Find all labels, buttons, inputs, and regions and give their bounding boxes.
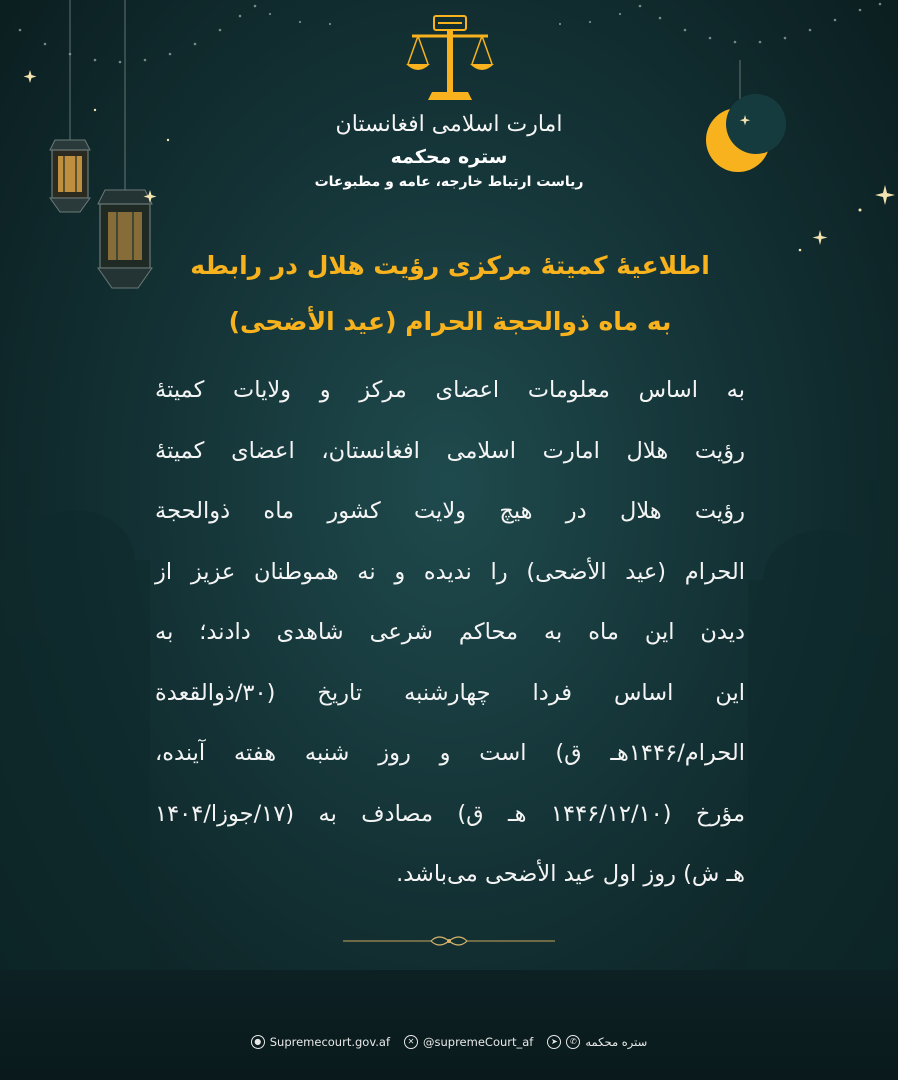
title-line: به ماه ذوالحجة الحرام (عید الأضحی) — [228, 307, 672, 336]
globe-icon: ● — [251, 1035, 265, 1049]
footer-band — [0, 970, 898, 1080]
crescent-moon-icon — [706, 94, 786, 172]
x-handle-text: @supremeCourt_af — [423, 1035, 534, 1049]
scales-of-justice-icon — [404, 14, 496, 106]
emirate-name: امارت اسلامی افغانستان — [335, 112, 563, 137]
telegram-icon: ➤ — [547, 1035, 561, 1049]
body-line: الحرام (عید الأضحی) را ندیده و نه هموطنان عزیز از — [155, 558, 745, 585]
body-line: هـ ش) روز اول عید الأضحی می‌باشد. — [396, 861, 745, 887]
body-line: مؤرخ (۱۴۴۶/۱۲/۱۰ هـ ق) مصادف به (۱۷/جوزا/۱۴۰۴ — [155, 800, 745, 827]
messenger-link[interactable] — [547, 1035, 647, 1049]
x-logo-icon: ✕ — [404, 1035, 418, 1049]
office-name: ریاست ارتباط خارجه، عامه و مطبوعات — [314, 174, 584, 190]
lantern-icon — [98, 190, 152, 288]
body-line: این اساس فردا چهارشنبه تاریخ (۳۰/ذوالقعدة — [155, 679, 745, 706]
body-line: دیدن این ماه به محاکم شرعی شاهدی دادند؛ به — [155, 619, 745, 645]
x-link[interactable] — [404, 1035, 533, 1049]
messenger-name: ستره محکمه — [585, 1035, 648, 1049]
ornament-divider — [343, 930, 555, 952]
court-name: ستره محکمه — [390, 146, 508, 168]
body-line: به اساس معلومات اعضای مرکز و ولایات کمیتۀ — [155, 377, 745, 403]
body-line: رؤیت هلال امارت اسلامی افغانستان، اعضای کمیتۀ — [155, 437, 745, 464]
body-line: رؤیت هلال در هیچ ولایت کشور ماه ذوالحجة — [155, 498, 745, 524]
lantern-icon — [50, 140, 90, 212]
website-text: Supremecourt.gov.af — [269, 1035, 390, 1049]
announcement-title — [150, 238, 750, 350]
whatsapp-icon: ✆ — [566, 1035, 580, 1049]
title-line: اطلاعیۀ کمیتۀ مرکزی رؤیت هلال در رابطه — [190, 251, 710, 280]
body-line: الحرام/۱۴۴۶هـ ق) است و روز شنبه هفته آینده، — [155, 740, 745, 766]
website-link[interactable] — [251, 1035, 390, 1049]
announcement-body — [155, 360, 745, 905]
footer — [0, 1030, 898, 1054]
